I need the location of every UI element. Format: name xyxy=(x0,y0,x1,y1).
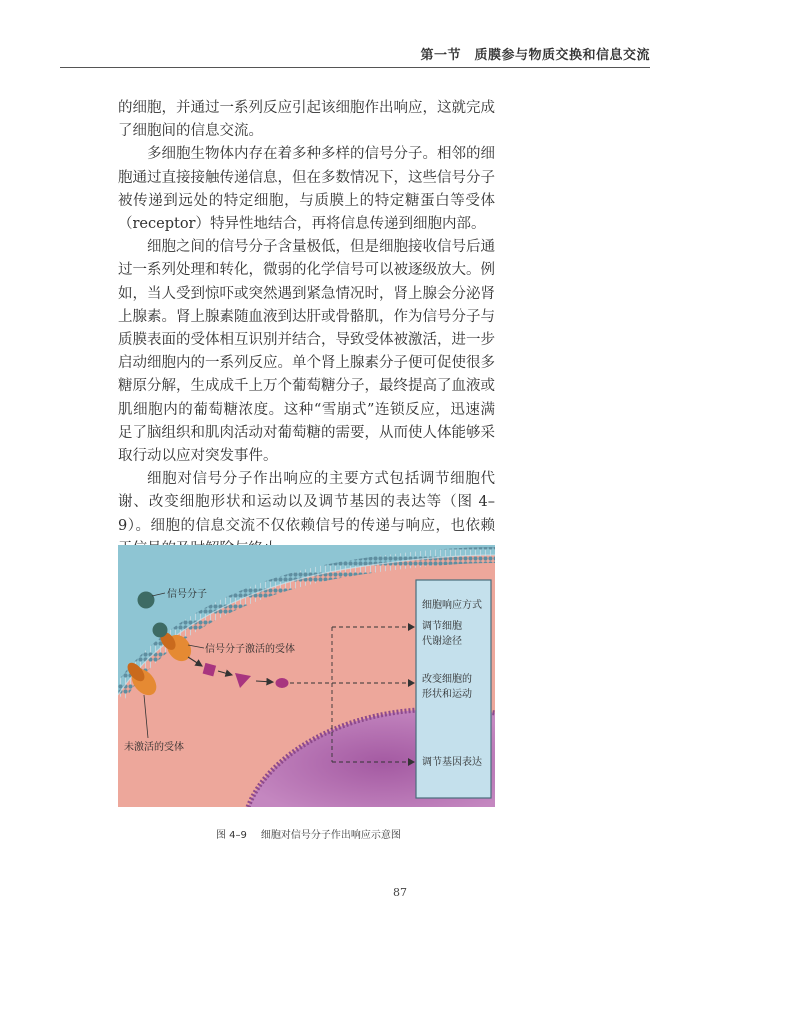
response-item-shape-movement: 改变细胞的形状和运动 xyxy=(422,674,472,700)
figure-cell-signaling xyxy=(118,545,495,807)
relay-molecule-oval xyxy=(276,678,289,688)
response-item-metabolism: 调节细胞代谢途径 xyxy=(422,621,462,647)
paragraph-3: 细胞之间的信号分子含量极低，但是细胞接收信号后通过一系列处理和转化，微弱的化学信号可以被逐级放大。例如，当人受到惊吓或突然遇到紧急情况时，肾上腺会分泌肾上腺素。肾上腺素随血液到达肝或骨骼肌，作为信号分子与质膜表面的受体相互识别并结合，导致受体被激活，进一步启动细胞内的一系列反应。单个肾上腺素分子便可促使很多糖原分解，生成成千上万个葡萄糖分子，最终提高了血液或肌细胞内的葡萄糖浓度。这种“雪崩式”连锁反应，迅速满足了脑组织和肌肉活动对葡萄糖的需要，从而使人体能够采取行动以应对突发事件。 xyxy=(118,239,495,465)
inactive-receptor-label: 未激活的受体 xyxy=(124,742,184,753)
figure-number: 图 4–9 xyxy=(216,830,247,841)
response-box-title: 细胞响应方式 xyxy=(422,600,482,611)
paragraph-4: 细胞对信号分子作出响应的主要方式包括调节细胞代谢、改变细胞形状和运动以及调节基因的表达等（图 4–9）。细胞的信息交流不仅依赖信号的传递与响应，也依赖 xyxy=(118,471,495,534)
running-header: 第一节 质膜参与物质交换和信息交流 xyxy=(420,48,650,63)
activated-receptor-label: 信号分子激活的受体 xyxy=(205,644,295,655)
figure-caption-text: 细胞对信号分子作出响应示意图 xyxy=(260,830,401,841)
paragraph-1: 的细胞，并通过一系列反应引起该细胞作出响应，这就完成了细胞间的信息交流。 xyxy=(118,100,495,140)
paragraph-2: 多细胞生物体内存在着多种多样的信号分子。相邻的细胞通过直接接触传递信息，但在多数情况下，这些信号分子被传递到远处的特定细胞，与质膜上的特定糖蛋白等受体（receptor）特异性地结合，再将信息传递到细胞内部。 xyxy=(118,146,495,233)
page-number: 87 xyxy=(393,886,407,899)
signal-molecule-shape xyxy=(138,592,155,609)
figure-caption xyxy=(216,826,401,841)
signal-molecule-label: 信号分子 xyxy=(167,589,207,600)
body-text xyxy=(118,97,495,561)
header-rule xyxy=(60,67,650,68)
response-item-gene-expression: 调节基因表达 xyxy=(422,757,482,768)
